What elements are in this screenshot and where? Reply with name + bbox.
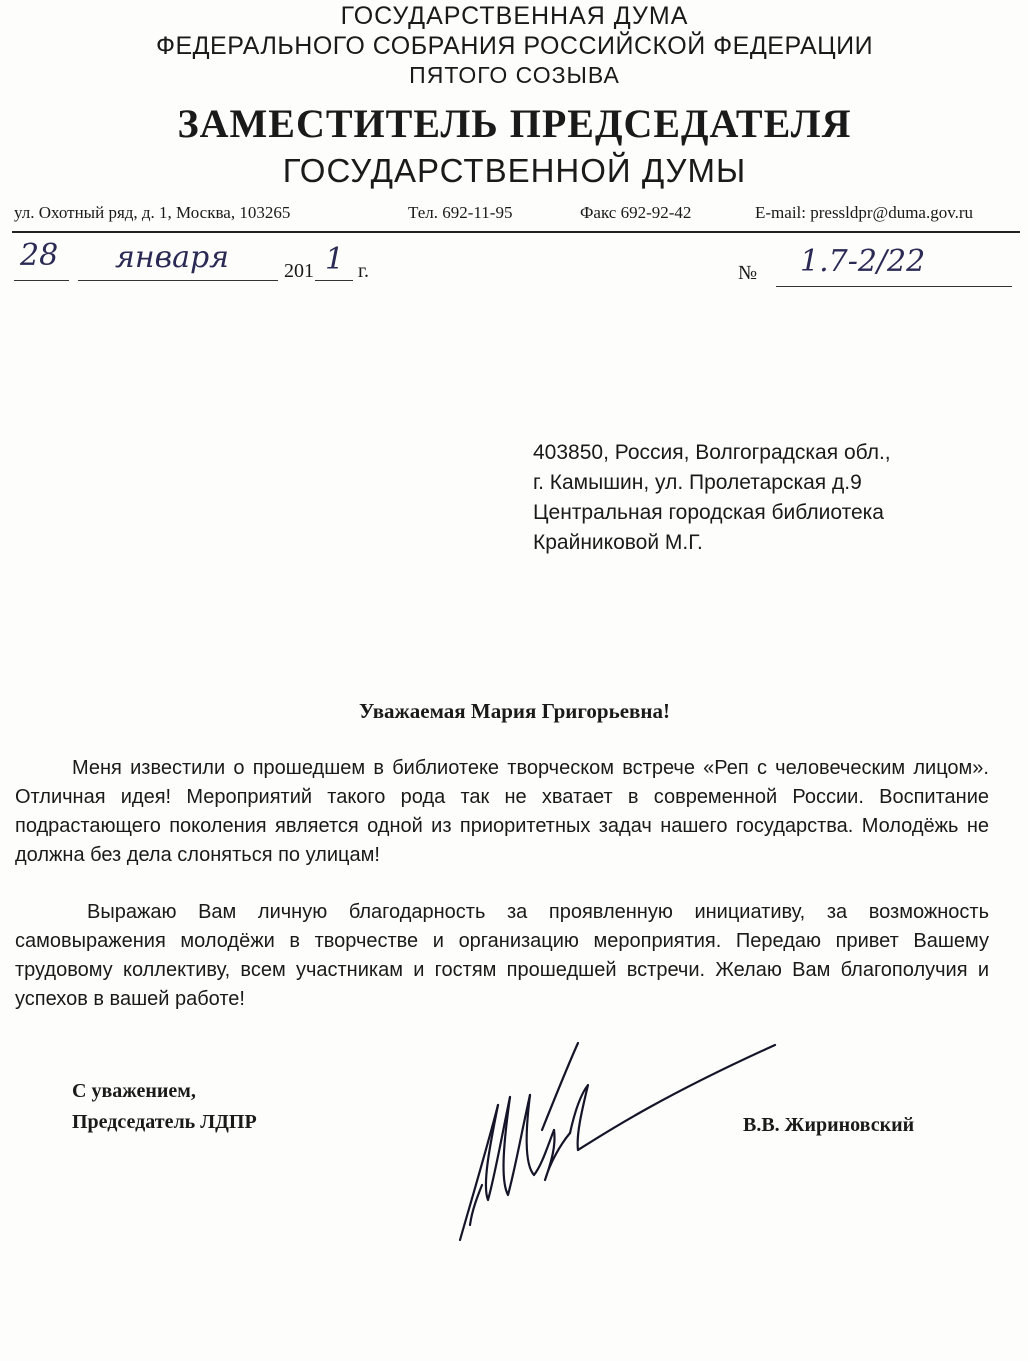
recipient-address <box>533 438 891 558</box>
date-year-unit: г. <box>358 260 369 282</box>
contact-fax: Факс 692-92-42 <box>580 203 692 222</box>
closing-position: Председатель ЛДПР <box>72 1111 257 1133</box>
date-year-underline <box>315 280 353 281</box>
letterhead-title-deputy-chairman: ЗАМЕСТИТЕЛЬ ПРЕДСЕДАТЕЛЯ <box>177 101 852 146</box>
recipient-line: г. Камышин, ул. Пролетарская д.9 <box>533 471 862 494</box>
contact-address: ул. Охотный ряд, д. 1, Москва, 103265 <box>14 203 291 222</box>
document-number-underline <box>776 286 1012 287</box>
date-month-underline <box>78 280 278 281</box>
date-day: 28 <box>20 238 59 273</box>
document-number: 1.7-2/22 <box>800 244 926 279</box>
document-number-sign: № <box>738 262 758 284</box>
letterhead-line-duma: ГОСУДАРСТВЕННАЯ ДУМА <box>340 2 689 30</box>
letterhead-line-convocation: ПЯТОГО СОЗЫВА <box>409 62 620 88</box>
letter-paragraph-2: Выражаю Вам личную благодарность за проявленную инициативу, за возможность самовыражения молодёжи в творчестве и организацию мероприятия. Передаю привет Вашему трудовому коллективу, всем участникам и гостям прошедшей встречи. Желаю Вам благополучия и успехов в вашей работе! <box>15 901 989 1010</box>
recipient-line: Центральная городская библиотека <box>533 501 884 524</box>
recipient-line: Крайниковой М.Г. <box>533 531 703 554</box>
contact-phone: Тел. 692-11-95 <box>408 203 513 222</box>
letter-greeting: Уважаемая Мария Григорьевна! <box>359 699 670 723</box>
recipient-line: 403850, Россия, Волгоградская обл., <box>533 441 891 464</box>
letter-closing <box>72 1076 257 1138</box>
date-year-prefix: 201 <box>284 260 314 282</box>
signer-name: В.В. Жириновский <box>743 1114 915 1136</box>
contact-email: E-mail: pressldpr@duma.gov.ru <box>755 203 974 222</box>
date-month: января <box>115 240 230 275</box>
handwritten-signature <box>430 1035 790 1250</box>
letter-paragraph-1: Меня известили о прошедшем в библиотеке творческом встрече «Реп с человеческим лицом». Отличная идея! Мероприятий такого рода так не хватает в современной России. Воспитание подрастающего поколения является одной из приоритетных задач нашего государства. Молодёжь не должна без дела слоняться по улицам! <box>15 757 989 866</box>
letterhead-title-state-duma: ГОСУДАРСТВЕННОЙ ДУМЫ <box>282 152 747 189</box>
date-day-underline <box>14 280 69 281</box>
closing-regards: С уважением, <box>72 1080 196 1102</box>
letterhead-line-assembly: ФЕДЕРАЛЬНОГО СОБРАНИЯ РОССИЙСКОЙ ФЕДЕРАЦИИ <box>155 32 874 60</box>
header-divider <box>12 231 1020 233</box>
date-year-suffix: 1 <box>325 242 345 277</box>
